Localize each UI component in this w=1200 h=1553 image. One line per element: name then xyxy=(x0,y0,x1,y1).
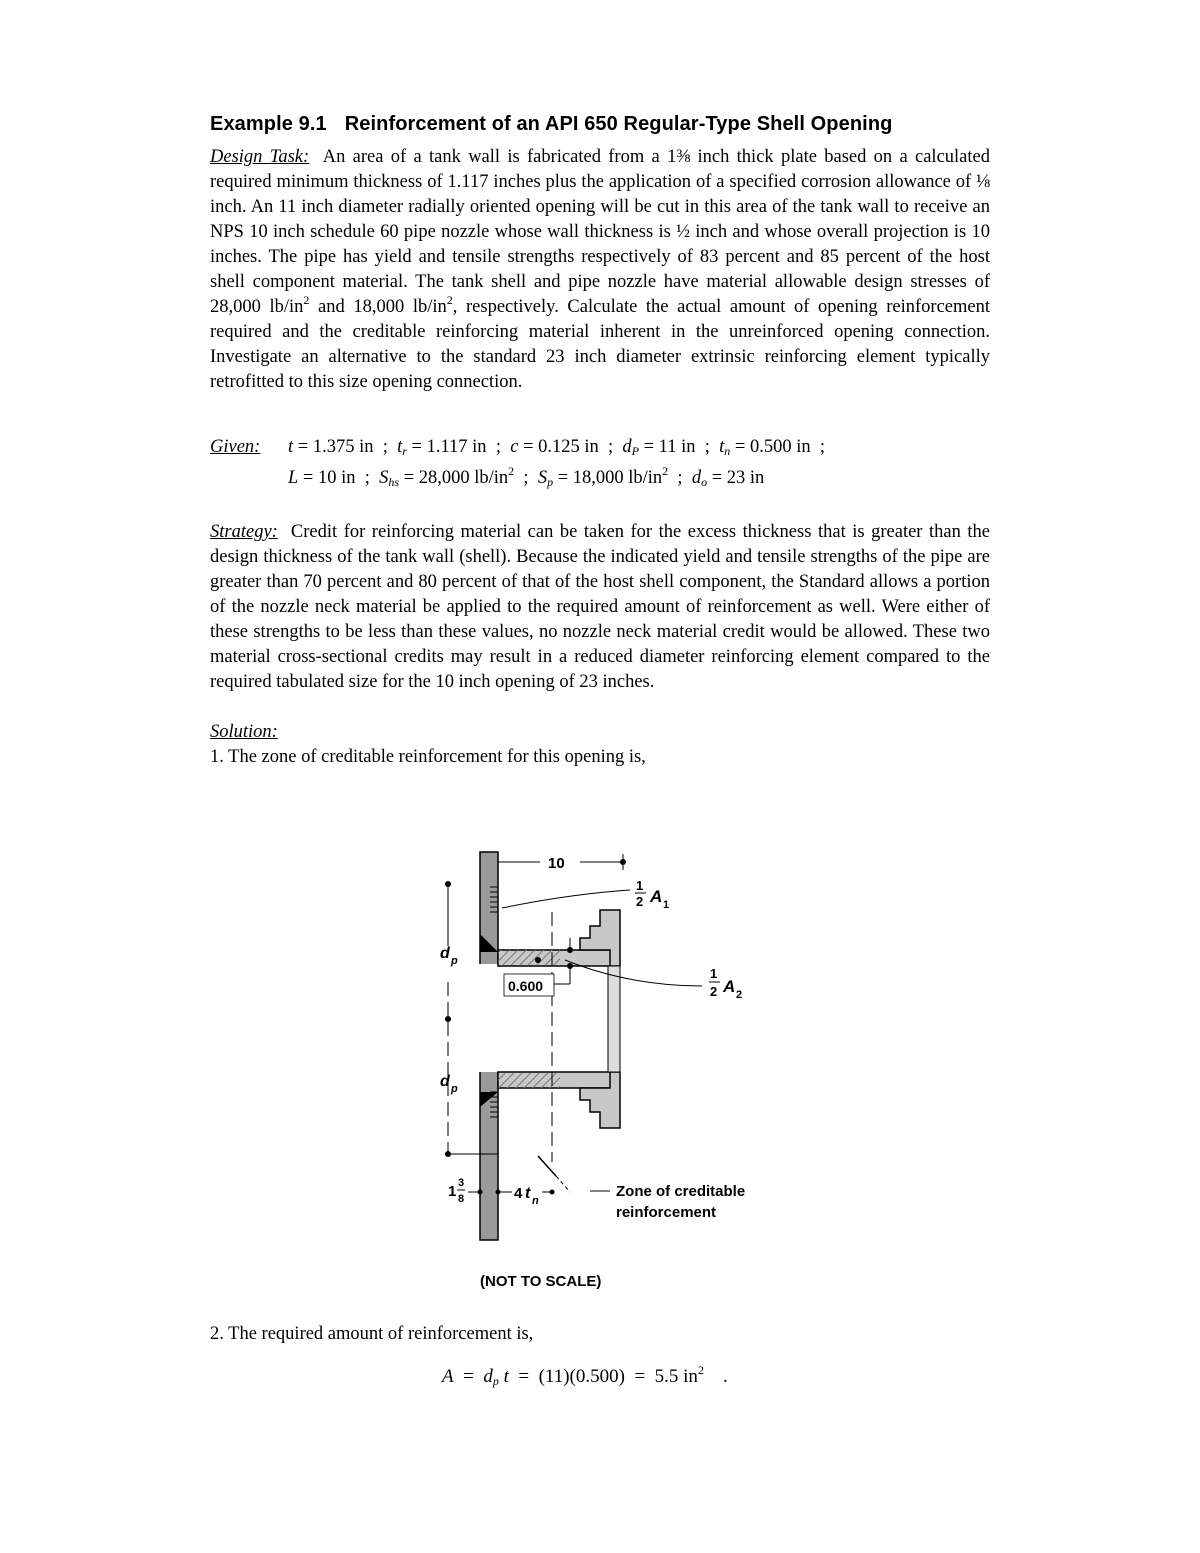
solution-label: Solution: xyxy=(210,722,278,742)
superscript: 2 xyxy=(446,293,453,307)
design-task-text-end: , respectively. Calculate the actual amount of opening reinforcement required and the creditable reinforcing material inherent in the unreinforced opening connection. Investigate an alternative to the standard 23 inch diameter extrinsic reinforcing element typically retrofitted to this size opening connection. xyxy=(210,297,990,392)
label-a1-sub: 1 xyxy=(663,899,670,911)
a2-half-den: 2 xyxy=(710,984,718,999)
label-a1: A xyxy=(650,887,663,906)
design-task-paragraph xyxy=(210,145,990,395)
given-label: Given: xyxy=(210,437,261,457)
example-number: Example 9.1 xyxy=(210,113,327,135)
dimension-10: 10 xyxy=(548,855,565,872)
document-body xyxy=(210,112,990,770)
label-4tn-t: t xyxy=(525,1185,531,1202)
label-4tn-4: 4 xyxy=(514,1185,523,1202)
nozzle-reinforcement-figure xyxy=(430,842,790,1302)
label-dp-bottom-sub: p xyxy=(451,1083,458,1095)
superscript: 2 xyxy=(303,293,310,307)
a2-half-num: 1 xyxy=(710,966,718,981)
label-4tn-sub: n xyxy=(532,1195,539,1207)
example-title xyxy=(210,112,990,137)
zone-label-line2: reinforcement xyxy=(616,1204,717,1221)
a1-half-num: 1 xyxy=(636,878,644,893)
strategy-paragraph xyxy=(210,520,990,695)
shell-thickness-num: 3 xyxy=(458,1177,465,1189)
label-dp-top: d xyxy=(440,945,450,962)
solution-step-1: 1. The zone of creditable reinforcement for this opening is, xyxy=(210,747,646,767)
solution-step-2: 2. The required amount of reinforcement is, xyxy=(210,1324,534,1344)
label-a2-sub: 2 xyxy=(736,989,743,1001)
shell-thickness-den: 8 xyxy=(458,1193,465,1205)
given-line-1: t = 1.375 in ; $t_r = 1.117$ in ; c = 0.125 in ; $d_P = 11$ in ; $t_n = 0.500$ in ; xyxy=(288,437,825,458)
label-dp-top-sub: p xyxy=(451,955,458,967)
zone-label-line1: Zone of creditable xyxy=(616,1183,746,1200)
not-to-scale-label: (NOT TO SCALE) xyxy=(480,1273,602,1290)
shell-thickness-whole: 1 xyxy=(448,1183,457,1200)
example-heading: Reinforcement of an API 650 Regular-Type Shell Opening xyxy=(344,113,893,135)
design-task-label: Design Task: xyxy=(210,147,310,167)
strategy-text: Credit for reinforcing material can be taken for the excess thickness that is greater than the design thickness of the tank wall (shell). Because the indicated yield and tensile strengths of the pipe are greater than 70 percent and 80 percent of that of the host shell component, the Standard allows a portion of the nozzle neck material be applied to the required amount of reinforcement as well. Were either of these strengths to be less than these values, no nozzle neck material credit would be allowed. These two material cross-sectional credits may result in a reduced diameter reinforcing element compared to the required tabulated size for the 10 inch opening of 23 inches. xyxy=(210,522,991,692)
label-a2: A xyxy=(723,977,736,996)
required-reinforcement-equation: $A = d_p$ t = (11)(0.500) = 5.5 $in^2$ . xyxy=(442,1363,728,1388)
dimension-0600: 0.600 xyxy=(508,978,544,994)
label-dp-bottom: d xyxy=(440,1073,450,1090)
a1-half-den: 2 xyxy=(636,894,644,909)
given-block xyxy=(210,435,990,495)
strategy-label: Strategy: xyxy=(210,522,278,542)
design-task-text: An area of a tank wall is fabricated from a 1⅜ inch thick plate based on a calculated required minimum thickness of 1.117 inches plus the application of a specified corrosion allowance of ⅛ inch. An 11 inch diameter radially oriented opening will be cut in this area of the tank wall to receive an NPS 10 inch schedule 60 pipe nozzle whose wall thickness is ½ inch and whose overall projection is 10 inches. The pipe has yield and tensile strengths respectively of 83 percent and 85 percent of the host shell component material. The tank shell and pipe nozzle have material allowable design stresses of 28,000 lb/in xyxy=(210,147,990,317)
design-task-text-mid: and 18,000 lb/in xyxy=(309,297,447,317)
given-line-2: L = 10 in ; $S_{hs} = 28,000$ $lb/in^2$ ; $S_p = 18,000$ $lb/in^2$ ; $d_o = 23$ in xyxy=(288,464,765,489)
